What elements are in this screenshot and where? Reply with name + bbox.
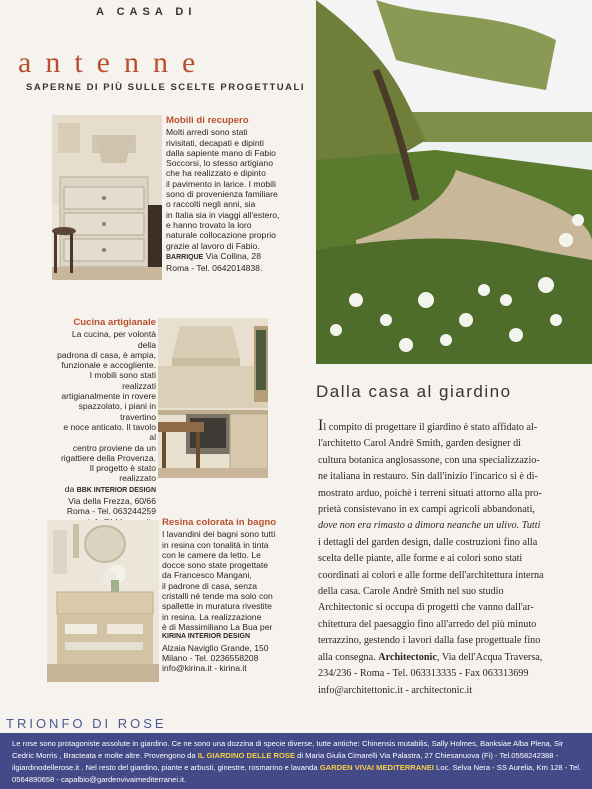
sidebar-text-line: Il progetto è stato realizzato — [89, 463, 156, 484]
sidebar-text-line: e noce anticato. Il tavolo al — [63, 421, 156, 443]
sidebar-text-line: cristalli né tende ma solo con — [162, 591, 273, 602]
page-subtitle: SAPERNE DI PIÙ SULLE SCELTE PROGETTUALI — [26, 82, 305, 93]
sidebar-text-line: con le camere da letto. Le — [162, 549, 261, 560]
shop-web: info@kirina.it - kirina.it — [162, 663, 247, 674]
shop-name: BBK INTERIOR DESIGN — [76, 486, 156, 494]
sidebar-text-line: docce sono state progettate — [162, 560, 269, 571]
band-highlight: IL GIARDINO DELLE ROSE — [197, 751, 296, 760]
article-body: Il compito di progettare il giardino è stato affidato al- l'architetto Carol Andrè Smith, garden designer di cultura botanica anglosassone, con una specializzazio- ne italiana in restauro. Sin dall'inizio l'incarico si è di- mostrato arduo, poichè i terreni situati attorno alla pro- prietà consistevano in ex campi agricoli abbandonati, dove non era rimasto a dimora neanche un ulivo. Tutti i dettagli del garden design, dalle costruzioni fino alla scelta delle piante, alle forme e ai colori sono stati coordinati ai colori e alle forme dell'architettura interna della casa. Carole Andrè Smith nel suo studio Architectonic si occupa di progetti che vanno dall'ar- chitettura del paesaggio fino all'arredo del più minuto terrazzino, gestendo i lavori dalla fase progettuale fino alla consegna. Architectonic, Via dell'Acqua Traversa, 234/236 - Roma - Tel. 063313335 - Fax 063313699 info@architettonic.it - architectonic.it — [318, 418, 584, 699]
band-text: Loc. Selva Nera - SS Aurelia, Km 128 - Tel. 0564890658 - capalbio@gardenvivaimediterranei.it. — [12, 763, 582, 784]
sidebar-text-line: il pavimento in larice. I mobili — [166, 178, 276, 189]
band-text: Le rose sono protagoniste assolute in giardino. Ce ne sono una dozzina di specie diverse, tutte antiche: Chinensis mutabilis, Sally Holmes, Banksiae Alba Plena, Sir Cedric Morris , Bracteata e molte altre. Provengono da — [12, 739, 564, 760]
article-line: prietà consistevano in ex campi agricoli abbandonati, — [318, 504, 535, 516]
bathroom-photo — [47, 520, 159, 682]
shop-address: Via della Frezza, 60/66 — [68, 496, 156, 507]
sidebar-text-line: sono di provenienza familiare — [166, 189, 278, 200]
article-line: cultura botanica anglosassone, con una specializzazio- — [318, 454, 540, 466]
studio-address: Via dell'Acqua Traversa, — [441, 651, 543, 663]
sidebar-text-line: dalla sapiente mano di Fabio — [166, 147, 276, 158]
sidebar-text-line: La cucina, per volontà della — [71, 329, 156, 350]
studio-name: Architectonic — [378, 651, 437, 663]
article-title: Dalla casa al giardino — [316, 382, 512, 401]
sidebar-text-line: da Francesco Mangani, — [162, 570, 252, 581]
article-line: alla consegna. — [318, 651, 376, 663]
sidebar-text-line: che ha realizzato e dipinto — [166, 168, 266, 179]
shop-contact: Milano - Tel. 0236558208 — [162, 652, 259, 663]
sidebar-text-line: Molti arredi sono stati — [166, 127, 248, 138]
sidebar-text-line: rivisitati, decapati e dipinti — [166, 137, 264, 148]
sidebar-text-line: artigianalmente in rovere — [61, 391, 156, 402]
sidebar-block-furniture — [166, 116, 308, 273]
sidebar-text-line: naturale collocazione proprio — [166, 230, 276, 241]
sidebar-text-line: spallette in muratura rivestite — [162, 601, 272, 612]
article-line: scelta delle piante, alle forme e ai colori sono stati — [318, 553, 523, 565]
sidebar-heading: Mobili di recupero — [166, 115, 249, 126]
page-headline: antenne — [18, 46, 210, 79]
sidebar-text-line: o raccolti negli anni, sia — [166, 199, 256, 210]
article-line: l'architetto Carol Andrè Smith, garden designer di — [318, 438, 521, 450]
section-kicker: A CASA DI — [96, 6, 197, 18]
sidebar-text-line: centro proviene da un — [72, 442, 156, 453]
sidebar-text-line: funzionale e accogliente. — [61, 360, 156, 371]
shop-name: KIRINA INTERIOR DESIGN — [162, 633, 251, 641]
sidebar-heading: Resina colorata in bagno — [162, 517, 277, 528]
dresser-photo — [52, 115, 162, 280]
sidebar-text-line: è di Massimiliano La Bua per — [162, 621, 273, 632]
article-line: i dettagli del garden design, dalle costruzioni fino alla — [318, 536, 538, 548]
band-text: di Maria Giulia Cimarelli Via Palastra, 27 Chiesanuova (Fi) - Tel.0558242388 - ilgiardinodellerose.it . Nel resto del giardino, piante e arbusti, ginestre, rosmarino e lavanda — [12, 751, 559, 772]
studio-contact: 234/236 - Roma - Tel. 063313335 - Fax 063313699 — [318, 668, 529, 680]
sidebar-heading: Cucina artigianale — [73, 317, 156, 328]
shop-contact: Roma - Tel. 063244259 — [66, 506, 156, 517]
sidebar-block-kitchen — [56, 318, 156, 537]
sidebar-text-line: in resina con tonalità in tinta — [162, 539, 269, 550]
article-line: mostrato arduo, poichè i terreni situati attorno alla pro- — [318, 487, 542, 499]
sidebar-text-line: Soccorsi, lo stesso artigiano — [166, 158, 273, 169]
article-line: Architectonic si occupa di progetti che vanno dall'ar- — [318, 602, 534, 614]
article-line: l compito di progettare il giardino è stato affidato al- — [323, 422, 538, 433]
article-line: terrazzino, gestendo i lavori dalla fase progettuale fino — [318, 635, 541, 647]
sidebar-text-line: spazzolato, i piani in travertino — [78, 401, 156, 422]
article-line: chitettura del paesaggio fino all'arredo del più minuto — [318, 618, 537, 630]
shop-contact: Roma - Tel. 0642014838. — [166, 263, 263, 274]
drop-cap: I — [318, 417, 324, 434]
sidebar-text-line: grazie al lavoro di Fabio. — [166, 240, 260, 251]
shop-name: BARRIQUE — [166, 253, 204, 261]
sidebar-text-line: in resina. La realizzazione — [162, 611, 262, 622]
band-highlight: GARDEN VIVAI MEDITERRANEI — [319, 763, 434, 772]
sidebar-text-line: rigattiere della Provenza. — [60, 452, 156, 463]
kitchen-photo — [158, 318, 268, 478]
footer-band — [0, 733, 592, 789]
article-line-italic: dove non era rimasto a dimora neanche un ulivo. Tutti — [318, 520, 541, 532]
article-line: ne italiana in restauro. Sin dall'inizio l'incarico si è di- — [318, 471, 538, 483]
shop-address: Via Collina, 28 — [205, 250, 261, 261]
sidebar-text-line: I lavandini dei bagni sono tutti — [162, 529, 276, 540]
sidebar-block-bathroom — [162, 518, 312, 673]
box-title: TRIONFO DI ROSE — [6, 716, 167, 731]
studio-web: info@architettonic.it - architectonic.it — [318, 684, 473, 696]
shop-address: Alzaia Naviglio Grande, 150 — [162, 642, 269, 653]
sidebar-text-line: in Italia sia in viaggi all'estero, — [166, 209, 280, 220]
sidebar-text-line: il padrone di casa, senza — [162, 580, 258, 591]
sidebar-text-line: I mobili sono stati realizzati — [89, 370, 156, 391]
garden-photo — [316, 0, 592, 364]
article-line: coordinati ai colori e alle forme dell'architettura interna — [318, 569, 544, 581]
sidebar-text-line: da — [64, 483, 75, 494]
sidebar-text-line: padrona di casa, è ampia, — [57, 349, 156, 360]
article-line: della casa. Carole Andrè Smith nel suo studio — [318, 586, 504, 598]
sidebar-text-line: e hanno trovato la loro — [166, 219, 252, 230]
